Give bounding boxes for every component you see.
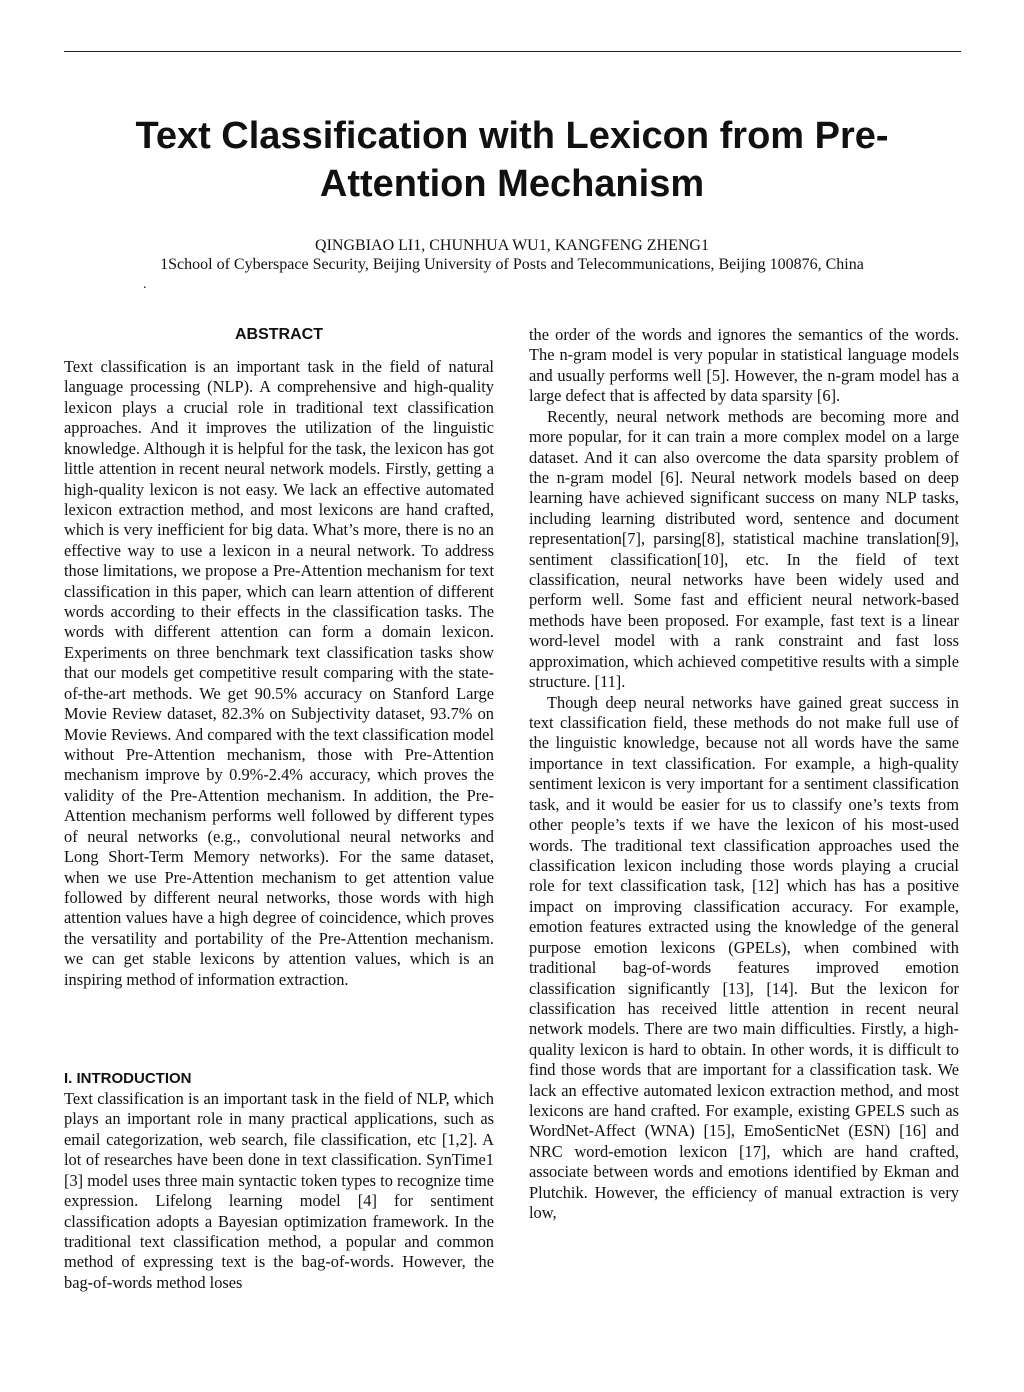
abstract-heading: ABSTRACT (235, 326, 323, 343)
introduction-paragraph: the order of the words and ignores the semantics of the words. The n-gram model is very popular in statistical language models and usually performs well [5]. However, the n-gram model has a large defect that is affected by data sparsity [6]. (529, 325, 959, 406)
header-rule (64, 51, 961, 52)
introduction-text-left: Text classification is an important task in the field of NLP, which plays an important role in many practical applications, such as email categorization, web search, file classification, etc [1,2]. A lot of researches have been done in text classification. SynTime1 [3] model uses three main syntactic token types to recognize time expression. Lifelong learning model [4] for sentiment classification adopts a Bayesian optimization framework. In the traditional text classification method, a popular and common method of expressing text is the bag-of-words. However, the bag-of-words method loses (64, 1089, 494, 1292)
author-list: QINGBIAO LI1, CHUNHUA WU1, KANGFENG ZHENG1 (315, 237, 709, 254)
author-affiliation: 1School of Cyberspace Security, Beijing University of Posts and Telecommunications, Beijing 100876, China (160, 256, 864, 273)
abstract-text: Text classification is an important task in the field of natural language processing (NLP). A comprehensive and high-quality lexicon plays a crucial role in traditional text classification approaches. And it improves the utilization of the linguistic knowledge. Although it is helpful for the task, the lexicon has got little attention in recent neural network models. Firstly, getting a high-quality lexicon is not easy. We lack an effective automated lexicon extraction method, and most lexicons are hand crafted, which is very inefficient for big data. What’s more, there is no an effective way to use a lexicon in a neural network. To address those limitations, we propose a Pre-Attention mechanism for text classification in this paper, which can learn attention of different words according to their effects in the classification tasks. The words with different attention can form a domain lexicon. Experiments on three benchmark text classification tasks show that our models get competitive result comparing with the state-of-the-art methods. We get 90.5% accuracy on Stanford Large Movie Review dataset, 82.3% on Subjectivity dataset, 93.7% on Movie Reviews. And compared with the text classification model without Pre-Attention mechanism, those with Pre-Attention mechanism improve by 0.9%-2.4% accuracy, which proves the validity of the Pre-Attention mechanism. In addition, the Pre-Attention mechanism performs well followed by different types of neural networks (e.g., convolutional neural networks and Long Short-Term Memory networks). For the same dataset, when we use Pre-Attention mechanism to get attention value followed by different neural networks, those words with high attention values have a high degree of coincidence, which proves the versatility and portability of the Pre-Attention mechanism. we can get stable lexicons by attention values, which is an inspiring method of information extraction. (64, 357, 494, 989)
introduction-heading: I. INTRODUCTION (64, 1070, 192, 1087)
right-column (529, 325, 959, 1224)
paper-title: Text Classification with Lexicon from Pre-Attention Mechanism (135, 115, 889, 205)
introduction-paragraph: Though deep neural networks have gained great success in text classification field, these methods do not make full use of the linguistic knowledge, because not all words have the same importance in text classification. For example, a high-quality sentiment lexicon is very important for a sentiment classification task, and it would be easier for us to classify one’s texts from other people’s texts if we have the lexicon of his most-used words. The traditional text classification approaches used the classification lexicon including those words playing a crucial role for text classification task, [12] which has has a positive impact on improving classification accuracy. For example, emotion features extracted using the knowledge of the general purpose emotion lexicons (GPELs), when combined with traditional bag-of-words features improved emotion classification significantly [13], [14]. But the lexicon for classification has received little attention in recent neural network models. There are two main difficulties. Firstly, a high-quality lexicon is hard to obtain. In other words, it is difficult to find those words that are important for a classification task. We lack an effective automated lexicon extraction method, and most lexicons are hand crafted. For example, existing GPELS such as WordNet-Affect (WNA) [15], EmoSenticNet (ESN) [16] and NRC word-emotion lexicon [17], which are hand crafted, associate between words and emotions identified by Ekman and Plutchik. However, the efficiency of manual extraction is very low, (529, 692, 959, 1223)
introduction-paragraph: Recently, neural network methods are becoming more and more popular, for it can train a more complex model on a large dataset. And it can also overcome the data sparsity problem of the n-gram model [6]. Neural network models based on deep learning have achieved significant success on many NLP tasks, including learning distributed word, sentence and document representation[7], parsing[8], statistical machine translation[9], sentiment classification[10], etc. In the field of text classification, neural networks have been widely used and perform well. Some fast and efficient neural network-based methods have been proposed. For example, fast text is a linear word-level model with a rank constraint and fast loss approximation, which achieved competitive results with a simple structure. [11]. (529, 406, 959, 692)
stray-mark: . (143, 277, 147, 292)
